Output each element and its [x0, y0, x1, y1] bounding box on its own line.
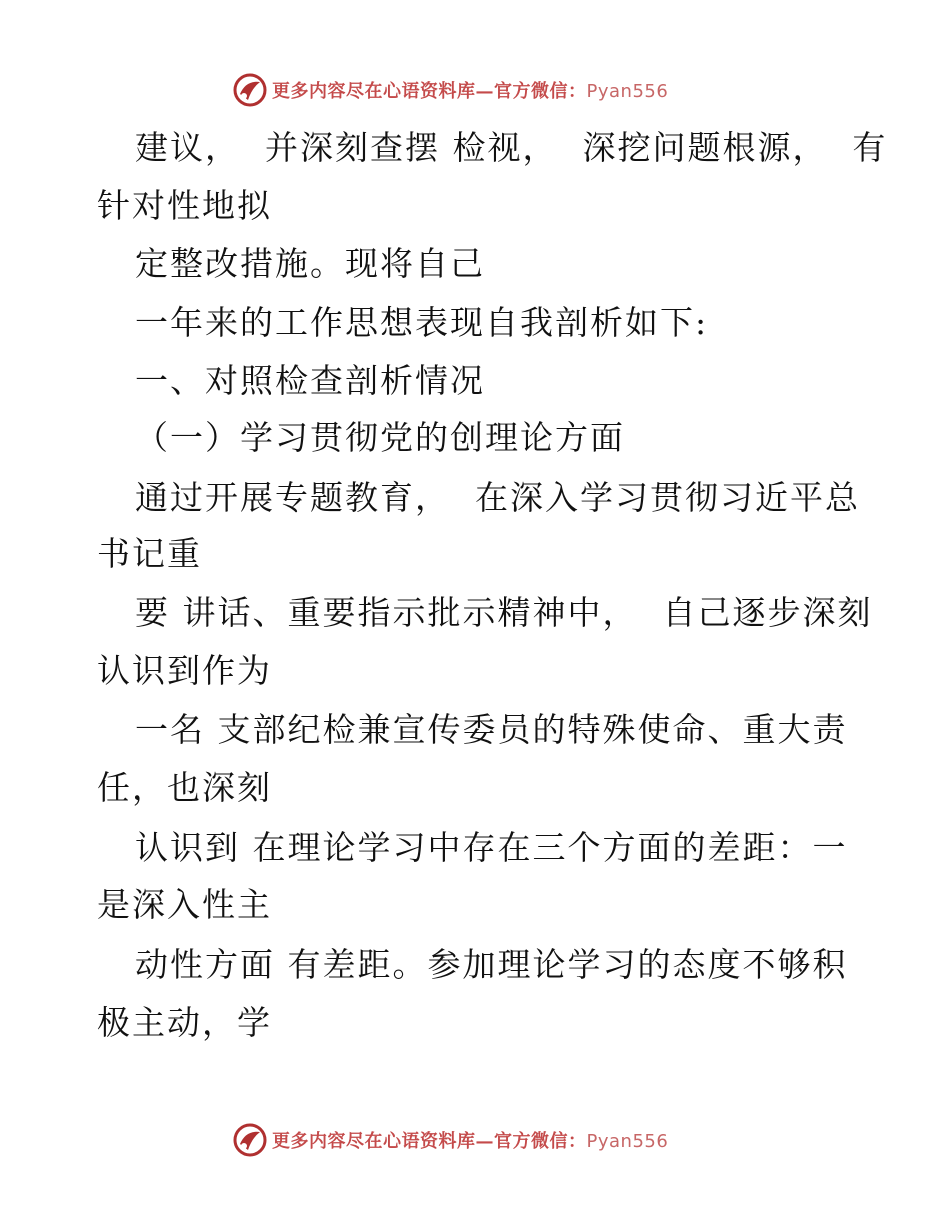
subsection-heading: （一）学习贯彻党的创理论方面 — [135, 418, 625, 457]
brand-logo-icon — [232, 1122, 268, 1158]
text-line: 认识到作为 — [97, 651, 272, 690]
text-line: 极主动，学 — [97, 1003, 272, 1042]
header-banner-text: 更多内容尽在心语资料库—官方微信：Pyan556 — [272, 81, 669, 102]
section-heading: 一、对照检查剖析情况 — [135, 361, 485, 400]
footer-banner — [232, 1120, 712, 1160]
text-line: 动性方面 有差距。参加理论学习的态度不够积 — [135, 945, 848, 984]
text-line: 针对性地拟 — [97, 186, 272, 225]
text-line: 通过开展专题教育， 在深入学习贯彻习近平总 — [135, 478, 860, 517]
text-line: 定整改措施。现将自己 — [135, 244, 485, 283]
footer-banner-text: 更多内容尽在心语资料库—官方微信：Pyan556 — [272, 1131, 669, 1152]
text-line: 一名 支部纪检兼宣传委员的特殊使命、重大责 — [135, 710, 848, 749]
text-line: 是深入性主 — [97, 885, 272, 924]
brand-logo-icon — [232, 72, 268, 108]
text-line: 建议， 并深刻查摆 检视， 深挖问题根源， 有 — [135, 128, 888, 167]
text-line: 书记重 — [97, 534, 202, 573]
text-line: 认识到 在理论学习中存在三个方面的差距：一 — [135, 828, 848, 867]
text-line: 要 讲话、重要指示批示精神中， 自己逐步深刻 — [135, 593, 873, 632]
text-line: 一年来的工作思想表现自我剖析如下: — [135, 303, 709, 342]
header-banner — [232, 70, 712, 110]
text-line: 任，也深刻 — [97, 768, 272, 807]
